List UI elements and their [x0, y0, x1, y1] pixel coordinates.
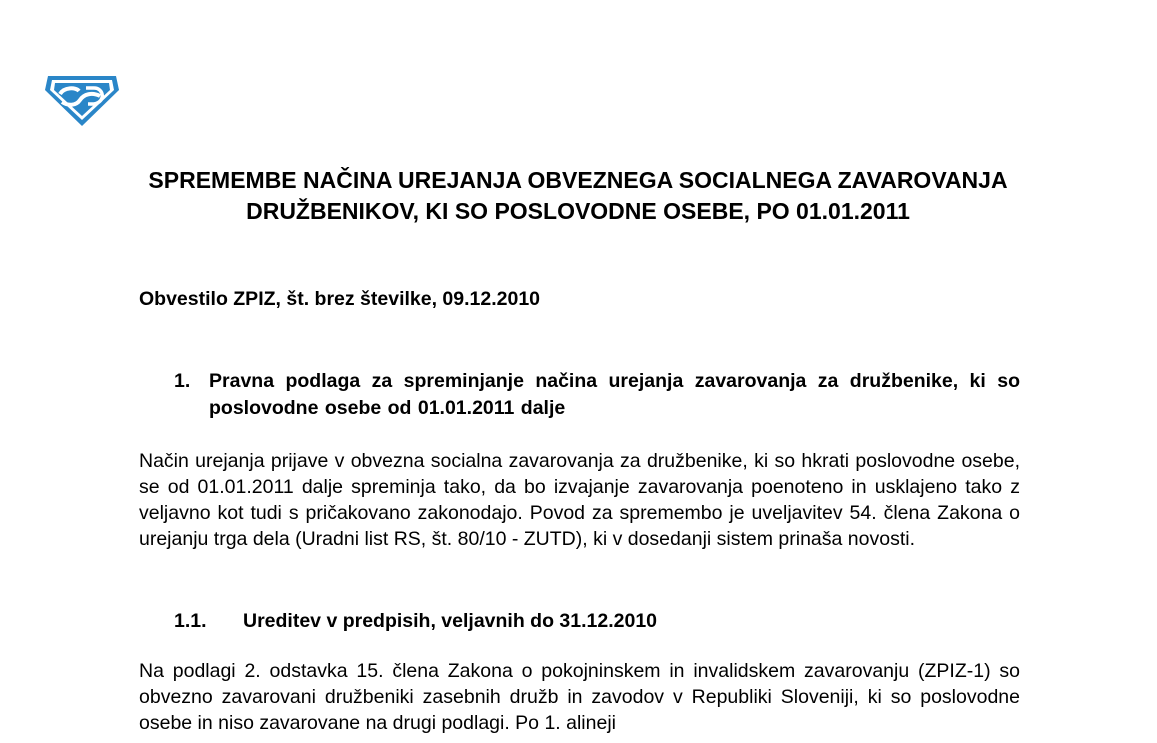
paragraph-intro: Način urejanja prijave v obvezna socialna zavarovanja za družbenike, ki so hkrati poslovodne osebe, se od 01.01.2011 dalje spreminja tako, da bo izvajanje zavarovanja poenoteno in usklajeno tako z veljavno kot tudi s pričakovano zakonodajo. Povod za spremembo je uveljavitev 54. člena Zakona o urejanju trga dela (Uradni list RS, št. 80/10 - ZUTD), ki v dosedanji sistem prinaša novosti.: [139, 450, 1020, 550]
section-1-1-number: 1.1.: [174, 610, 207, 632]
paragraph-legal-basis: Na podlagi 2. odstavka 15. člena Zakona o pokojninskem in invalidskem zavarovanju (ZPIZ-1) so obvezno zavarovani družbeniki zasebnih družb in zavodov v Republiki Sloveniji, ki so poslovodne osebe in niso zavarovane na drugi podlagi. Po 1. alineji: [139, 660, 1020, 734]
section-1-number: 1.: [174, 370, 191, 392]
notice-reference: Obvestilo ZPIZ, št. brez številke, 09.12.2010: [139, 288, 541, 310]
section-1-1-title: Ureditev v predpisih, veljavnih do 31.12.2010: [243, 610, 658, 632]
section-1-heading: [174, 368, 1020, 422]
company-logo: [44, 72, 120, 128]
section-1-1-heading: [174, 608, 657, 634]
section-1-title: Pravna podlaga za spreminjanje načina urejanja zavarovanja za družbenike, ki so poslovodne osebe od 01.01.2011 dalje: [209, 370, 1020, 419]
sd-diamond-logo-icon: [44, 72, 120, 128]
document-title: SPREMEMBE NAČINA UREJANJA OBVEZNEGA SOCIALNEGA ZAVAROVANJA DRUŽBENIKOV, KI SO POSLOVODNE OSEBE, PO 01.01.2011: [148, 167, 1008, 224]
